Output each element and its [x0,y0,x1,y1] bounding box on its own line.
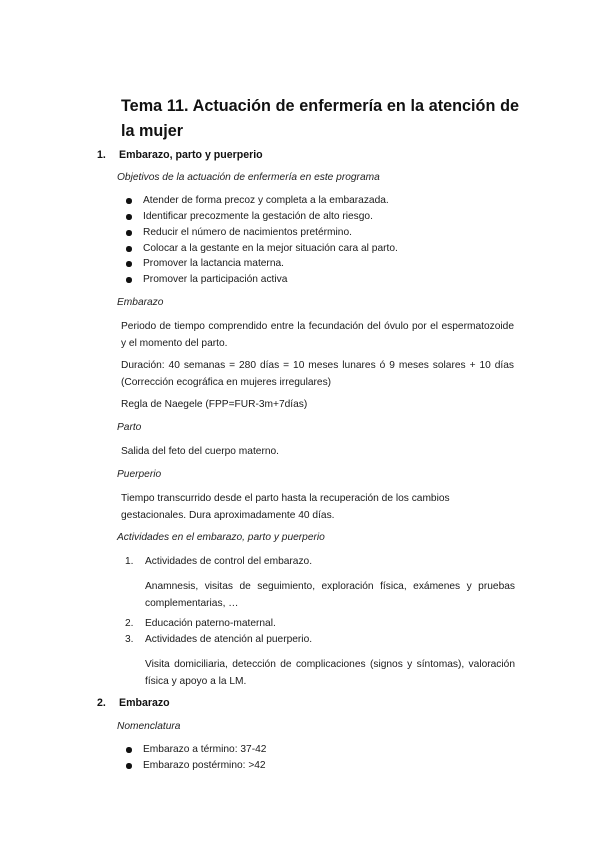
embarazo-subheading: Embarazo [117,297,164,308]
activity-3-detail: Visita domiciliaria, detección de complicaciones (signos y síntomas), valoración física y apoyo a la LM. [145,659,515,687]
section-2-title: Embarazo [119,697,170,709]
bullet-icon [126,214,132,220]
nomenclatura-subheading: Nomenclatura [117,721,181,732]
duracion-paragraph: Duración: 40 semanas = 280 días = 10 meses lunares ó 9 meses solares + 10 días (Corrección ecográfica en mujeres irregulares) [121,360,514,388]
actividades-subheading: Actividades en el embarazo, parto y puerperio [117,532,325,543]
embarazo-definition: Periodo de tiempo comprendido entre la fecundación del óvulo por el espermatozoide y el momento del parto. [121,321,514,349]
puerperio-definition: Tiempo transcurrido desde el parto hasta la recuperación de los cambios gestacionales. Dura aproximadamente 40 días. [121,493,450,521]
naegele-rule: Regla de Naegele (FPP=FUR-3m+7días) [121,399,308,410]
bullet-icon [126,230,132,236]
page-title: Tema 11. Actuación de enfermería en la atención de la mujer [121,97,519,140]
section-1-number: 1. [97,149,106,161]
bullet-icon [126,246,132,252]
section-1-heading [97,148,397,162]
section-1-title: Embarazo, parto y puerperio [119,149,263,161]
section-2-heading [97,696,397,710]
bullet-icon [126,277,132,283]
parto-definition: Salida del feto del cuerpo materno. [121,446,280,457]
objectives-heading: Objetivos de la actuación de enfermería en este programa [117,172,380,183]
puerperio-subheading: Puerperio [117,469,162,480]
parto-subheading: Parto [117,422,142,433]
section-2-number: 2. [97,697,106,709]
bullet-icon [126,261,132,267]
bullet-icon [126,198,132,204]
activity-1-detail: Anamnesis, visitas de seguimiento, exploración física, exámenes y pruebas complementarias, … [145,581,515,609]
document-page: Tema 11. Actuación de enfermería en la atención de la mujer 1. Embarazo, parto y puerperio Objetivos de la actuación de enfermería en este programa Atender de forma precoz y completa a la embarazada. Identificar precozmente la gestación de alto riesgo. Reducir el número de nacimientos pretérmino. Colocar a la gestante en la mejor situación cara al parto. Promover la lactancia materna. Promover la participación activa Embarazo Periodo de tiempo comprendido entre la fecundación del óvulo por el espermatozoide y el momento del parto. Duración: 40 semanas = 280 días = 10 meses lunares ó 9 meses solares + 10 días (Corrección ecográfica en mujeres irregulares) Regla de Naegele (FPP=FUR-3m+7días) Parto Salida del feto del cuerpo materno. Puerperio Tiempo transcurrido desde el parto hasta la recuperación de los cambios gestacionales. Dura aproximadamente 40 días. Actividades en el embarazo, parto y puerperio 1. Actividades de control del embarazo. Anamnesis, visitas de seguimiento, exploración física, exámenes y pruebas complementarias, … 2. Educación paterno-maternal. 3. Actividades de atención al puerperio. Visita domiciliaria, detección de complicaciones (signos y síntomas), valoración física y apoyo a la LM. 2. Embarazo Nomenclatura Embarazo a término: 37-42 Embarazo postérmino: >42 [0,0,600,848]
bullet-icon [126,747,132,753]
bullet-icon [126,763,132,769]
